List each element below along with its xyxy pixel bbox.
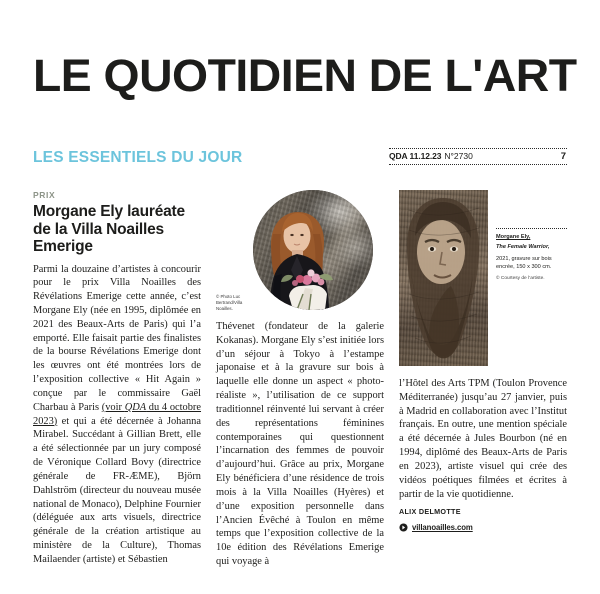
external-link-row[interactable] (399, 523, 567, 532)
artwork-woodcut-portrait (399, 190, 488, 366)
issue-label: QDA 11.12.23 (389, 151, 442, 161)
ref-suffix: du 4 octobre 2023) (33, 401, 202, 427)
article-body-column-one (33, 263, 201, 567)
article-body-column-two: Thévenet (fondateur de la galerie Kokanas). Morgane Ely s’est initiée lors d’un séjour à Tokyo à l’estampe japonaise et à la gravure sur bois à laquelle elle donne un aspect « photo-réaliste », l’utilisation de ce support traditionnel réinventé lui servant à créer des représentations féminines contemporaines qui questionnent l’incarnation des femmes de pouvoir d’aujourd’hui. Grâce au prix, Morgane Ely bénéficiera d’une résidence de trois mois à la Villa Noailles (Hyères) et d’une exposition personnelle dans l’Ancien Évêché à Toulon en même temps que l’exposition collective de la 10e édition des Révélations Emerige qui voyage à (216, 321, 384, 568)
caption-artist-name[interactable]: Morgane Ely, (496, 234, 531, 240)
artwork-image (399, 190, 488, 366)
section-header-row (33, 148, 567, 174)
column-two (216, 190, 384, 569)
caption-courtesy: © Courtesy de l’artiste. (496, 275, 545, 281)
body-text-segment: Parmi la douzaine d’artistes à concourir pour le prix Villa Noailles des Révélations Emerige cette année, c’est Morgane Ely (née en 1995, diplômée en 2021 des Beaux-Arts de Paris) qui l’a emporté. Elle faisait partie des finalistes de la bourse Révélations Emerige dont les œuvres ont été montrées lors de l’exposition collective « Hit Again » conçue par le commissaire Gaël Charbau à Paris (33, 263, 201, 413)
issue-number: N°2730 (444, 151, 473, 161)
artwork-caption (496, 228, 567, 282)
ref-italic-qda: QDA (124, 401, 147, 413)
ref-prefix: (voir (101, 401, 125, 413)
article-kicker: PRIX (33, 190, 56, 200)
article-body-column-three: l’Hôtel des Arts TPM (Toulon Provence Méditerranée) jusqu’au 27 janvier, puis à Madrid en collaboration avec l’Institut français. En outre, une mention spéciale a été décernée à Jules Bourbon (né en 1994, diplômé des Beaux-Arts de Paris en 2023), artiste visuel qui crée des vidéos poétiques filmées et écrites à partir de la vie quotidienne. (399, 378, 567, 500)
caption-artwork-title: The Female Warrior, (496, 244, 550, 251)
article-byline: ALIX DELMOTTE (399, 507, 461, 517)
page-number: 7 (560, 151, 566, 162)
masthead (33, 49, 577, 101)
caption-artwork-details: 2021, gravure sur bois encrée, 150 x 300 cm. (496, 255, 552, 271)
article-headline: Morgane Ely lauréate de la Villa Noailles Emerige (33, 203, 185, 255)
masthead-title: LE QUOTIDIEN DE L'ART (33, 49, 577, 101)
portrait-photo-wrapper (216, 190, 384, 314)
issue-info-block (389, 148, 567, 165)
column-three (399, 190, 567, 532)
column-one (33, 190, 201, 567)
arrow-circle-icon (399, 523, 408, 532)
portrait-photo-credit: © Photo Luc Bertrand/Villa Noailles. (216, 294, 243, 312)
section-title: LES ESSENTIELS DU JOUR (33, 149, 243, 166)
body-text-segment: et qui a été décernée à Johanna Mirabel. Succédant à Gillian Brett, elle a été sélectionnée par un jury composé de Véronique Collard Bovy (directrice générale de FR-ÆME), Björn Dahlström (directeur du nouveau musée national de Monaco), Delphine Fournier (déléguée aux arts visuels, directrice générale de la création artistique au ministère de la Culture), Thomas Mailaender (artiste) et Sébastien (33, 415, 201, 565)
portrait-figure-illustration (253, 190, 373, 310)
external-link-label[interactable]: villanoailles.com (412, 523, 473, 533)
artwork-block (399, 190, 567, 370)
portrait-photo (253, 190, 373, 310)
article-columns (33, 190, 567, 568)
